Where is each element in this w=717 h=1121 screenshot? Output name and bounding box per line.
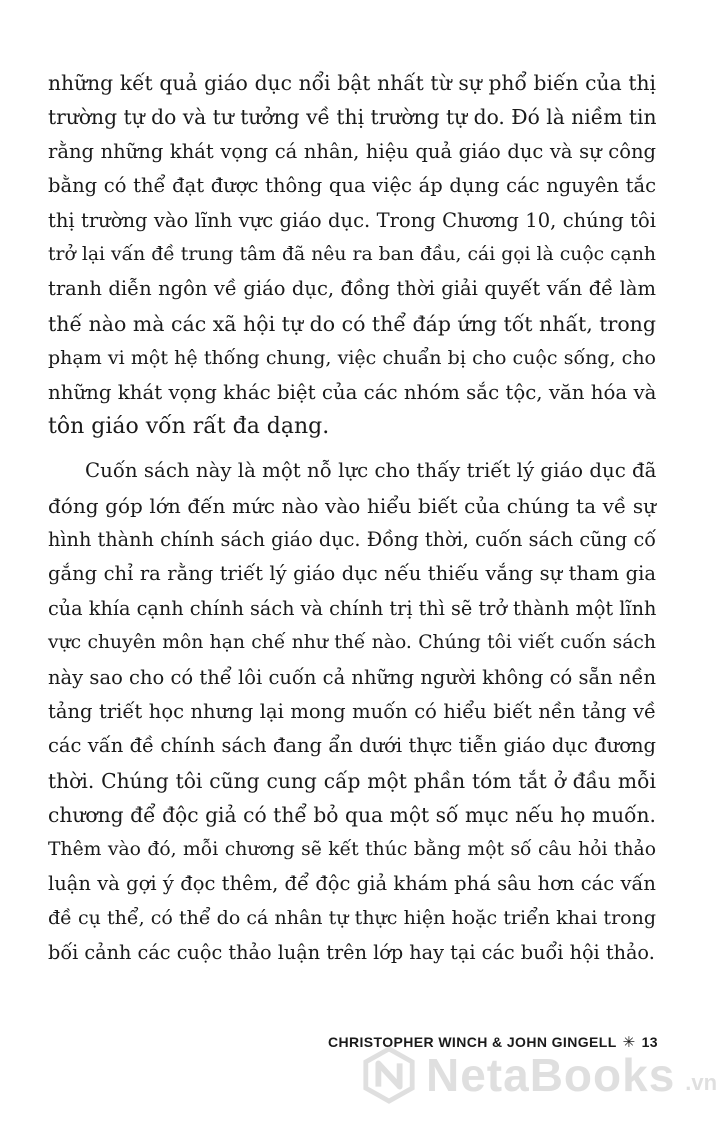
page-number: 13 [641, 1034, 658, 1050]
text-line: Cuốn sách này là một nỗ lực cho thấy triết lý giáo dục đã [85, 459, 657, 483]
text-line: hình thành chính sách giáo dục. Đồng thời, cuốn sách cũng cố [48, 528, 656, 552]
watermark-suffix: .vn [685, 1070, 717, 1095]
text-line: thời. Chúng tôi cũng cung cấp một phần tóm tắt ở đầu mỗi [48, 768, 656, 793]
text-line: trở lại vấn đề trung tâm đã nêu ra ban đầu, cái gọi là cuộc cạnh [48, 243, 656, 265]
text-line: đóng góp lớn đến mức nào vào hiểu biết của chúng ta về sự [48, 493, 656, 518]
text-line: này sao cho có thể lôi cuốn cả những người không có sẵn nền [48, 665, 656, 689]
page-body-text [48, 66, 656, 970]
text-line: gắng chỉ ra rằng triết lý giáo dục nếu thiếu vắng sự tham gia [48, 562, 656, 586]
text-line: rằng những khát vọng cá nhân, hiệu quả giáo dục và sự công [48, 139, 656, 163]
text-line: vực chuyên môn hạn chế như thế nào. Chúng tôi viết cuốn sách [48, 632, 656, 654]
text-line: luận và gợi ý đọc thêm, để độc giả khám phá sâu hơn các vấn [48, 871, 656, 895]
text-line: những khát vọng khác biệt của các nhóm sắc tộc, văn hóa và [48, 380, 657, 404]
text-line: các vấn đề chính sách đang ẩn dưới thực tiễn giáo dục đương [48, 734, 656, 758]
paragraph-1 [48, 66, 656, 444]
text-line: tôn giáo vốn rất đa dạng. [48, 413, 330, 439]
text-line: tranh diễn ngôn về giáo dục, đồng thời giải quyết vấn đề làm [48, 277, 656, 301]
watermark-brand: NetaBooks [426, 1049, 676, 1101]
asterisk-star-icon: ✳ [622, 1034, 636, 1051]
text-line: bối cảnh các cuộc thảo luận trên lớp hay tại các buổi hội thảo. [48, 940, 655, 964]
text-line: những kết quả giáo dục nổi bật nhất từ sự phổ biến của thị [48, 71, 656, 95]
text-line: bằng có thể đạt được thông qua việc áp dụng các nguyên tắc [48, 174, 656, 198]
footer-authors: CHRISTOPHER WINCH & JOHN GINGELL [327, 1034, 617, 1050]
paragraph-2 [48, 454, 656, 970]
text-line: thế nào mà các xã hội tự do có thể đáp ứng tốt nhất, trong [48, 311, 657, 336]
watermark [360, 1046, 717, 1104]
text-line: Thêm vào đó, mỗi chương sẽ kết thúc bằng một số câu hỏi thảo [48, 838, 656, 860]
text-line: phạm vi một hệ thống chung, việc chuẩn bị cho cuộc sống, cho [48, 347, 656, 370]
text-line: của khía cạnh chính sách và chính trị thì sẽ trở thành một lĩnh [48, 596, 657, 620]
text-line: đề cụ thể, có thể do cá nhân tự thực hiện hoặc triển khai trong [48, 907, 656, 930]
text-line: chương để độc giả có thể bỏ qua một số mục nếu họ muốn. [48, 803, 656, 828]
text-line: tảng triết học nhưng lại mong muốn có hiểu biết nền tảng về [48, 700, 656, 724]
text-line: trường tự do và tư tưởng về thị trường tự do. Đó là niềm tin [48, 105, 657, 130]
text-line: thị trường vào lĩnh vực giáo dục. Trong Chương 10, chúng tôi [48, 208, 656, 232]
netabooks-logo-icon [360, 1046, 418, 1104]
